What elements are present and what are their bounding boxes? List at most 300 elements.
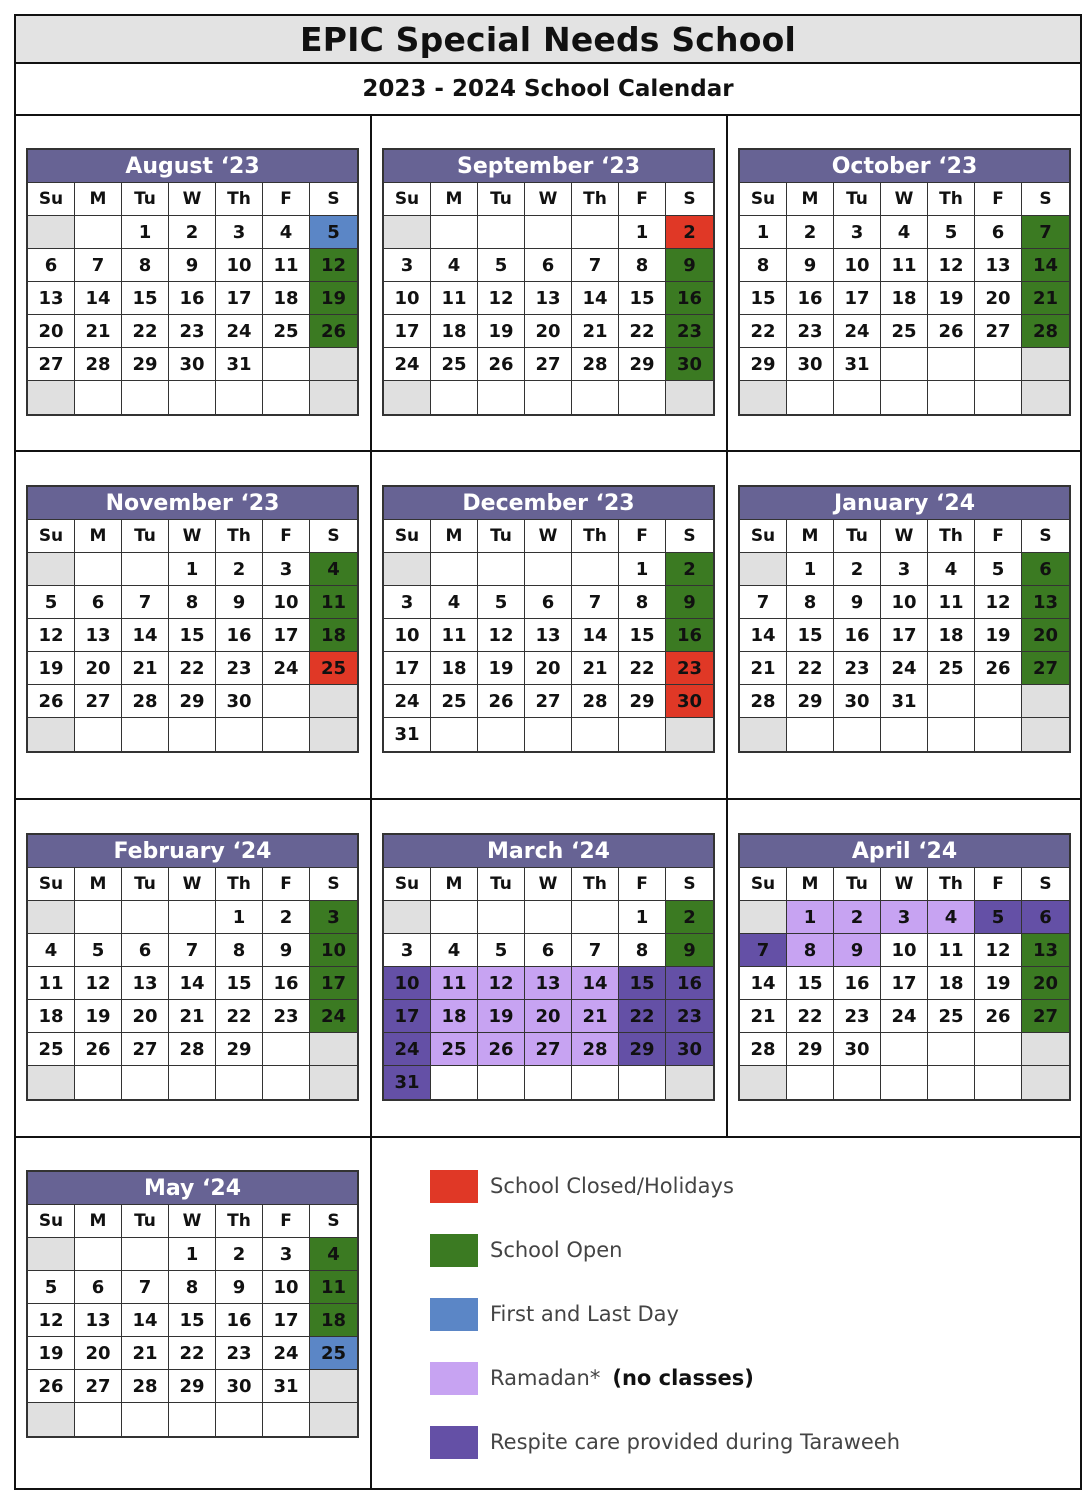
month-grid [740,183,1069,414]
weekday-header: Tu [478,868,525,901]
day-cell: 2 [216,553,263,586]
weekday-header: F [619,183,666,216]
day-cell: 17 [384,1000,431,1033]
day-cell: 22 [216,1000,263,1033]
weekday-header: Tu [122,868,169,901]
day-cell: 4 [263,216,310,249]
day-cell: 22 [619,652,666,685]
weekday-header: M [431,520,478,553]
weekday-header: Su [384,183,431,216]
day-cell: 30 [169,348,216,381]
day-cell: 6 [75,1271,122,1304]
empty-day-cell [572,1066,619,1099]
empty-day-cell [740,1066,787,1099]
empty-day-cell [787,381,834,414]
weekday-header: W [881,183,928,216]
day-cell: 23 [834,652,881,685]
weekday-header: F [263,183,310,216]
empty-day-cell [740,553,787,586]
empty-day-cell [122,1403,169,1436]
empty-day-cell [216,1403,263,1436]
empty-day-cell [216,718,263,751]
empty-day-cell [478,901,525,934]
day-cell: 18 [431,652,478,685]
day-cell: 5 [28,586,75,619]
day-cell: 15 [787,619,834,652]
day-cell: 9 [666,249,713,282]
day-cell: 3 [881,901,928,934]
day-cell: 9 [834,586,881,619]
day-cell: 7 [572,249,619,282]
month-calendar [26,1170,359,1438]
empty-day-cell [619,718,666,751]
empty-day-cell [384,901,431,934]
day-cell: 28 [1022,315,1069,348]
month-calendar [26,485,359,753]
month-grid [740,868,1069,1099]
day-cell: 1 [787,553,834,586]
day-cell: 12 [478,619,525,652]
empty-day-cell [122,718,169,751]
day-cell: 18 [431,1000,478,1033]
empty-day-cell [263,685,310,718]
day-cell: 17 [263,619,310,652]
day-cell: 7 [122,1271,169,1304]
day-cell: 29 [787,1033,834,1066]
day-cell: 15 [619,967,666,1000]
empty-day-cell [975,1033,1022,1066]
weekday-header: S [1022,520,1069,553]
empty-day-cell [216,381,263,414]
day-cell: 25 [310,1337,357,1370]
empty-day-cell [834,381,881,414]
day-cell: 22 [169,652,216,685]
day-cell: 25 [263,315,310,348]
empty-day-cell [478,553,525,586]
day-cell: 15 [619,282,666,315]
empty-day-cell [525,901,572,934]
day-cell: 12 [975,586,1022,619]
empty-day-cell [478,1066,525,1099]
calendar-subtitle: 2023 - 2024 School Calendar [16,64,1080,116]
day-cell: 14 [75,282,122,315]
day-cell: 11 [263,249,310,282]
day-cell: 11 [310,586,357,619]
empty-day-cell [169,381,216,414]
day-cell: 11 [431,619,478,652]
weekday-header: F [975,183,1022,216]
day-cell: 10 [834,249,881,282]
day-cell: 1 [216,901,263,934]
weekday-header: Su [28,520,75,553]
day-cell: 25 [310,652,357,685]
day-cell: 6 [525,934,572,967]
month-calendar [738,148,1071,416]
day-cell: 26 [75,1033,122,1066]
day-cell: 29 [619,685,666,718]
day-cell: 12 [310,249,357,282]
day-cell: 4 [431,249,478,282]
column-divider [726,116,728,1138]
empty-day-cell [431,381,478,414]
day-cell: 22 [169,1337,216,1370]
empty-day-cell [28,718,75,751]
month-title: November ‘23 [28,487,357,520]
empty-day-cell [28,216,75,249]
day-cell: 19 [28,1337,75,1370]
legend-swatch [430,1234,478,1267]
day-cell: 5 [478,934,525,967]
day-cell: 28 [122,685,169,718]
day-cell: 18 [28,1000,75,1033]
day-cell: 16 [834,967,881,1000]
day-cell: 27 [75,1370,122,1403]
month-grid [28,1205,357,1436]
day-cell: 21 [122,1337,169,1370]
empty-day-cell [75,381,122,414]
day-cell: 25 [928,1000,975,1033]
day-cell: 4 [310,1238,357,1271]
day-cell: 13 [122,967,169,1000]
day-cell: 4 [310,553,357,586]
day-cell: 8 [619,249,666,282]
empty-day-cell [666,381,713,414]
day-cell: 10 [263,586,310,619]
day-cell: 1 [740,216,787,249]
month-calendar [382,833,715,1101]
day-cell: 10 [216,249,263,282]
weekday-header: Su [28,868,75,901]
empty-day-cell [75,1238,122,1271]
day-cell: 8 [169,586,216,619]
weekday-header: Tu [834,520,881,553]
weekday-header: W [525,868,572,901]
day-cell: 24 [834,315,881,348]
weekday-header: Su [740,868,787,901]
day-cell: 11 [431,282,478,315]
day-cell: 20 [525,1000,572,1033]
day-cell: 15 [619,619,666,652]
day-cell: 1 [619,216,666,249]
day-cell: 26 [478,348,525,381]
day-cell: 18 [928,619,975,652]
empty-day-cell [1022,1066,1069,1099]
day-cell: 19 [478,315,525,348]
day-cell: 14 [572,967,619,1000]
weekday-header: Tu [834,183,881,216]
month-calendar [738,485,1071,753]
day-cell: 1 [619,901,666,934]
month-grid [384,183,713,414]
day-cell: 14 [122,619,169,652]
weekday-header: Su [28,1205,75,1238]
empty-day-cell [28,1238,75,1271]
legend [430,1154,900,1474]
empty-day-cell [122,901,169,934]
day-cell: 15 [216,967,263,1000]
day-cell: 9 [666,934,713,967]
day-cell: 11 [310,1271,357,1304]
weekday-header: Su [740,183,787,216]
month-grid [28,868,357,1099]
empty-day-cell [263,381,310,414]
empty-day-cell [975,1066,1022,1099]
day-cell: 6 [28,249,75,282]
day-cell: 1 [122,216,169,249]
day-cell: 30 [666,1033,713,1066]
day-cell: 16 [834,619,881,652]
empty-day-cell [881,381,928,414]
day-cell: 25 [431,685,478,718]
day-cell: 26 [310,315,357,348]
empty-day-cell [28,1066,75,1099]
day-cell: 18 [431,315,478,348]
legend-note: (no classes) [612,1366,754,1390]
day-cell: 25 [928,652,975,685]
day-cell: 4 [28,934,75,967]
day-cell: 17 [881,967,928,1000]
day-cell: 7 [572,586,619,619]
day-cell: 5 [975,901,1022,934]
day-cell: 12 [75,967,122,1000]
day-cell: 20 [122,1000,169,1033]
day-cell: 22 [619,315,666,348]
day-cell: 13 [525,967,572,1000]
day-cell: 14 [169,967,216,1000]
day-cell: 7 [1022,216,1069,249]
day-cell: 16 [216,1304,263,1337]
month-title: September ‘23 [384,150,713,183]
day-cell: 28 [572,685,619,718]
day-cell: 29 [740,348,787,381]
empty-day-cell [619,381,666,414]
day-cell: 17 [263,1304,310,1337]
weekday-header: F [619,868,666,901]
day-cell: 13 [28,282,75,315]
legend-item [430,1410,900,1474]
day-cell: 13 [1022,586,1069,619]
day-cell: 2 [666,216,713,249]
school-title: EPIC Special Needs School [16,16,1080,64]
day-cell: 24 [263,652,310,685]
day-cell: 23 [666,315,713,348]
day-cell: 16 [263,967,310,1000]
weekday-header: M [431,868,478,901]
day-cell: 17 [216,282,263,315]
day-cell: 30 [666,685,713,718]
empty-day-cell [572,901,619,934]
empty-day-cell [75,1403,122,1436]
empty-day-cell [75,901,122,934]
day-cell: 29 [787,685,834,718]
day-cell: 11 [881,249,928,282]
empty-day-cell [75,553,122,586]
empty-day-cell [310,348,357,381]
day-cell: 26 [478,685,525,718]
day-cell: 10 [881,586,928,619]
day-cell: 22 [740,315,787,348]
weekday-header: F [263,520,310,553]
empty-day-cell [216,1066,263,1099]
empty-day-cell [263,1066,310,1099]
day-cell: 4 [431,586,478,619]
day-cell: 17 [384,652,431,685]
day-cell: 23 [834,1000,881,1033]
empty-day-cell [478,381,525,414]
day-cell: 8 [787,586,834,619]
empty-day-cell [525,216,572,249]
day-cell: 13 [525,282,572,315]
weekday-header: Su [384,868,431,901]
empty-day-cell [740,901,787,934]
day-cell: 8 [216,934,263,967]
empty-day-cell [28,381,75,414]
day-cell: 20 [525,652,572,685]
day-cell: 19 [75,1000,122,1033]
day-cell: 4 [881,216,928,249]
day-cell: 29 [619,348,666,381]
month-calendar [382,485,715,753]
empty-day-cell [525,553,572,586]
weekday-header: S [310,868,357,901]
weekday-header: W [169,183,216,216]
day-cell: 2 [834,901,881,934]
empty-day-cell [431,553,478,586]
day-cell: 30 [787,348,834,381]
day-cell: 10 [384,282,431,315]
day-cell: 30 [666,348,713,381]
legend-label: School Open [490,1238,623,1262]
day-cell: 11 [28,967,75,1000]
day-cell: 13 [975,249,1022,282]
empty-day-cell [478,718,525,751]
day-cell: 23 [263,1000,310,1033]
empty-day-cell [787,718,834,751]
empty-day-cell [384,553,431,586]
empty-day-cell [928,1066,975,1099]
day-cell: 8 [169,1271,216,1304]
month-grid [740,520,1069,751]
day-cell: 16 [666,282,713,315]
day-cell: 21 [122,652,169,685]
weekday-header: M [787,520,834,553]
day-cell: 14 [740,619,787,652]
day-cell: 4 [928,901,975,934]
empty-day-cell [525,1066,572,1099]
day-cell: 2 [216,1238,263,1271]
empty-day-cell [122,553,169,586]
day-cell: 31 [263,1370,310,1403]
day-cell: 3 [263,1238,310,1271]
day-cell: 8 [787,934,834,967]
day-cell: 16 [787,282,834,315]
weekday-header: W [169,868,216,901]
day-cell: 28 [740,1033,787,1066]
day-cell: 5 [310,216,357,249]
weekday-header: Th [572,520,619,553]
day-cell: 19 [478,1000,525,1033]
day-cell: 5 [928,216,975,249]
day-cell: 21 [740,1000,787,1033]
day-cell: 28 [572,348,619,381]
day-cell: 4 [928,553,975,586]
empty-day-cell [975,348,1022,381]
empty-day-cell [310,1403,357,1436]
day-cell: 6 [525,586,572,619]
legend-item [430,1282,900,1346]
empty-day-cell [263,348,310,381]
weekday-header: Tu [122,183,169,216]
day-cell: 6 [1022,901,1069,934]
day-cell: 14 [122,1304,169,1337]
empty-day-cell [834,1066,881,1099]
day-cell: 20 [1022,619,1069,652]
day-cell: 29 [122,348,169,381]
weekday-header: F [975,868,1022,901]
day-cell: 9 [216,586,263,619]
day-cell: 21 [75,315,122,348]
day-cell: 14 [1022,249,1069,282]
day-cell: 29 [169,1370,216,1403]
empty-day-cell [310,1370,357,1403]
empty-day-cell [263,1403,310,1436]
empty-day-cell [122,381,169,414]
empty-day-cell [28,901,75,934]
day-cell: 18 [310,619,357,652]
day-cell: 22 [619,1000,666,1033]
empty-day-cell [28,553,75,586]
day-cell: 23 [169,315,216,348]
empty-day-cell [525,381,572,414]
empty-day-cell [310,685,357,718]
day-cell: 27 [1022,652,1069,685]
day-cell: 28 [75,348,122,381]
day-cell: 13 [75,619,122,652]
day-cell: 13 [525,619,572,652]
day-cell: 18 [928,967,975,1000]
day-cell: 20 [525,315,572,348]
weekday-header: Th [572,868,619,901]
day-cell: 1 [619,553,666,586]
day-cell: 26 [975,652,1022,685]
weekday-header: S [310,1205,357,1238]
day-cell: 17 [384,315,431,348]
empty-day-cell [169,718,216,751]
day-cell: 25 [28,1033,75,1066]
weekday-header: Su [384,520,431,553]
weekday-header: Tu [122,520,169,553]
weekday-header: Th [216,1205,263,1238]
day-cell: 24 [881,652,928,685]
empty-day-cell [572,216,619,249]
weekday-header: Tu [834,868,881,901]
day-cell: 8 [740,249,787,282]
day-cell: 6 [75,586,122,619]
day-cell: 20 [1022,967,1069,1000]
weekday-header: W [169,520,216,553]
weekday-header: Tu [122,1205,169,1238]
day-cell: 13 [1022,934,1069,967]
empty-day-cell [881,1033,928,1066]
day-cell: 28 [572,1033,619,1066]
weekday-header: W [881,868,928,901]
day-cell: 25 [431,1033,478,1066]
weekday-header: Th [928,183,975,216]
weekday-header: M [431,183,478,216]
day-cell: 12 [975,934,1022,967]
month-grid [28,183,357,414]
weekday-header: M [75,183,122,216]
